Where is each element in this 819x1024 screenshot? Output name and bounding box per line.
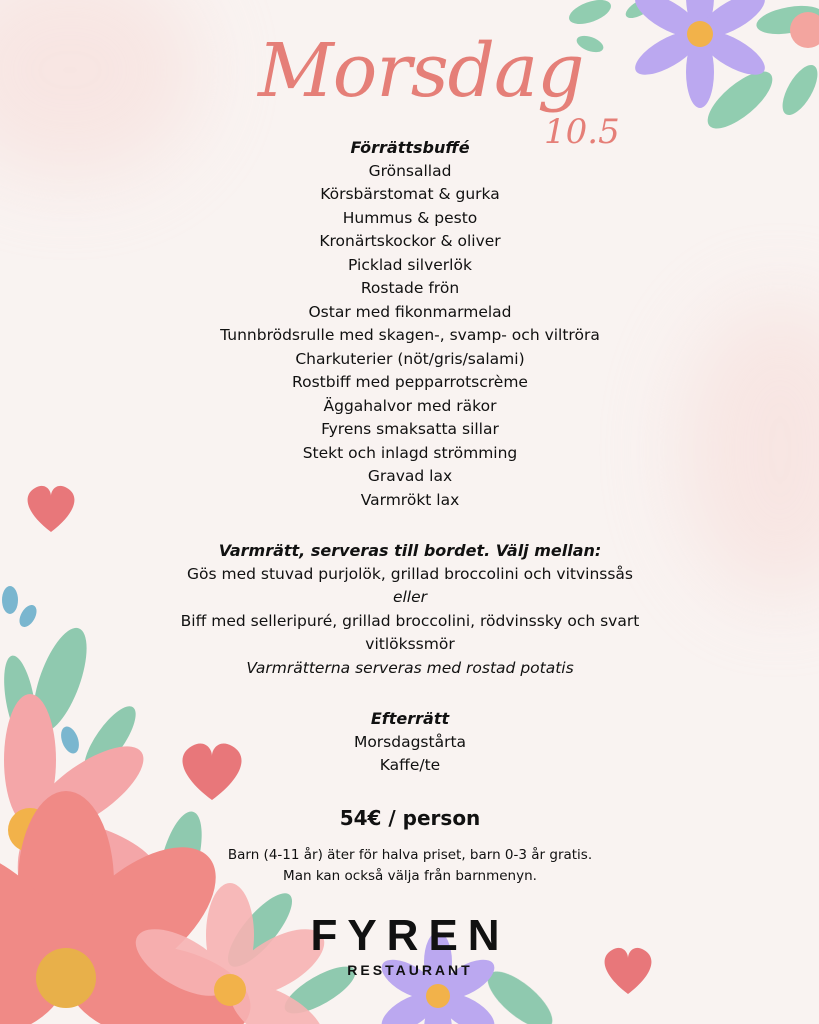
section-heading: Efterrätt — [370, 709, 450, 728]
page-title: Morsdag — [258, 28, 584, 114]
menu-item: Varmrökt lax — [360, 490, 460, 509]
restaurant-logo — [210, 912, 610, 978]
menu-item: Kaffe/te — [379, 756, 441, 774]
menu-item: Grönsallad — [368, 161, 452, 180]
menu-item: vitlökssmör — [365, 635, 455, 653]
price-notes — [110, 845, 710, 887]
menu-item: Rostbiff med pepparrotscrème — [292, 373, 528, 391]
note-line: Barn (4-11 år) äter för halva priset, barn 0-3 år gratis. — [227, 847, 593, 863]
menu-item: Rostade frön — [360, 279, 460, 297]
dessert-section — [110, 707, 710, 778]
menu-item: Gravad lax — [367, 467, 453, 485]
section-heading: Varmrätt, serveras till bordet. Välj mellan: — [218, 541, 602, 560]
menu-item: Ostar med fikonmarmelad — [308, 302, 512, 321]
note-line: Man kan också välja från barnmenyn. — [283, 868, 537, 884]
menu-item: Tunnbrödsrulle med skagen-, svamp- och viltröra — [220, 326, 600, 344]
menu-note: Varmrätterna serveras med rostad potatis — [246, 658, 574, 677]
menu-item: Körsbärstomat & gurka — [320, 185, 500, 203]
logo-name: FYREN — [310, 911, 510, 960]
menu-item: Picklad silverlök — [348, 255, 472, 274]
section-heading: Förrättsbuffé — [350, 138, 470, 157]
event-date: 10.5 — [544, 112, 620, 152]
menu-item: Kronärtskockor & oliver — [319, 232, 501, 250]
menu-item: Äggahalvor med räkor — [323, 396, 497, 415]
heart-icon — [605, 948, 652, 994]
menu-item: Biff med selleripuré, grillad broccolini, rödvinssky och svart — [180, 611, 640, 630]
menu-item: Morsdagstårta — [353, 732, 467, 751]
menu-item: Hummus & pesto — [342, 208, 478, 227]
logo-subtitle: RESTAURANT — [347, 962, 473, 978]
menu-or: eller — [392, 588, 428, 606]
menu-item: Stekt och inlagd strömming — [302, 443, 518, 462]
heart-icon — [28, 486, 75, 532]
menu-item: Gös med stuvad purjolök, grillad broccolini och vitvinssås — [186, 564, 634, 583]
starters-section — [110, 136, 710, 512]
mains-section — [110, 539, 710, 680]
price: 54€ / person — [339, 806, 481, 830]
menu-item: Charkuterier (nöt/gris/salami) — [295, 349, 525, 368]
menu-item: Fyrens smaksatta sillar — [321, 420, 499, 438]
